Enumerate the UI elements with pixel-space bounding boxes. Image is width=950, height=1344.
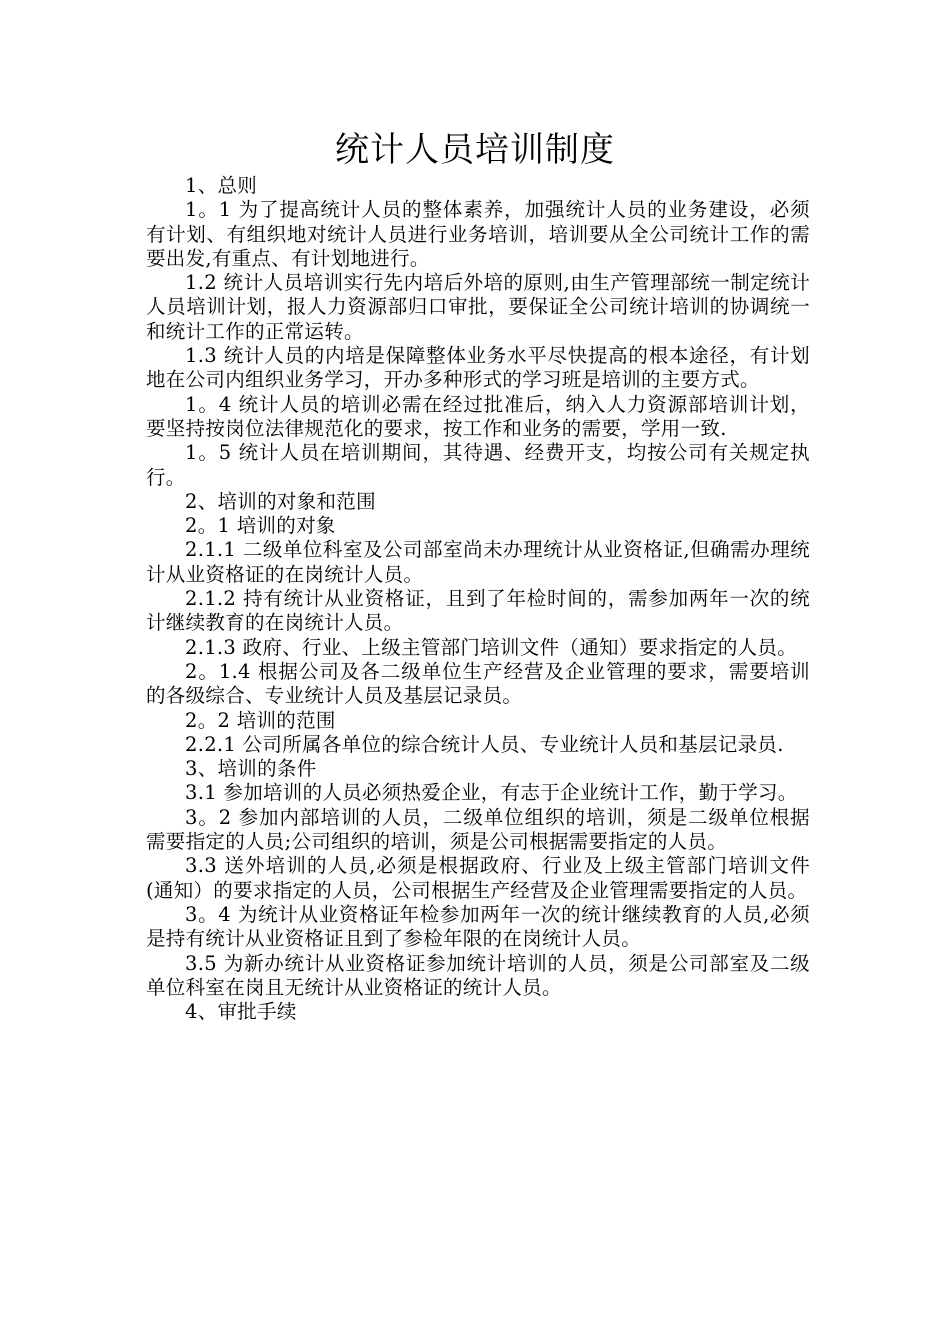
paragraph: 1。1 为了提高统计人员的整体素养，加强统计人员的业务建设，必须有计划、有组织地对统计人员进行业务培训，培训要从全公司统计工作的需要出发,有重点、有计划地进行。 xyxy=(146,198,810,270)
subsection-heading: 2。2 培训的范围 xyxy=(185,708,336,732)
section-heading: 1、总则 xyxy=(185,174,258,197)
paragraph: 2.2.1 公司所属各单位的综合统计人员、专业统计人员和基层记录员. xyxy=(185,732,784,756)
section-heading: 4、审批手续 xyxy=(185,1000,297,1024)
paragraph: 2.1.2 持有统计从业资格证，且到了年检时间的，需参加两年一次的统计继续教育的在岗统计人员。 xyxy=(146,587,810,635)
paragraph: 3。4 为统计从业资格证年检参加两年一次的统计继续教育的人员,必须是持有统计从业资格证且到了参检年限的在岗统计人员。 xyxy=(146,902,810,951)
subsection-heading: 2。1 培训的对象 xyxy=(185,514,336,538)
paragraph: 1.3 统计人员的内培是保障整体业务水平尽快提高的根本途径，有计划地在公司内组织业务学习，开办多种形式的学习班是培训的主要方式。 xyxy=(146,344,810,392)
section-heading: 2、培训的对象和范围 xyxy=(185,489,376,513)
section-heading: 3、培训的条件 xyxy=(185,757,317,781)
paragraph: 3。2 参加内部培训的人员，二级单位组织的培训，须是二级单位根据需要指定的人员;公司组织的培训，须是公司根据需要指定的人员。 xyxy=(146,805,810,854)
document-body xyxy=(146,174,810,1024)
paragraph: 1。5 统计人员在培训期间，其待遇、经费开支，均按公司有关规定执行。 xyxy=(146,441,810,489)
paragraph: 2。1.4 根据公司及各二级单位生产经营及企业管理的要求，需要培训的各级综合、专业统计人员及基层记录员。 xyxy=(146,659,810,708)
paragraph: 3.3 送外培训的人员,必须是根据政府、行业及上级主管部门培训文件(通知）的要求指定的人员，公司根据生产经营及企业管理需要指定的人员。 xyxy=(146,854,810,902)
paragraph: 2.1.1 二级单位科室及公司部室尚未办理统计从业资格证,但确需办理统计从业资格证的在岗统计人员。 xyxy=(146,538,810,586)
paragraph: 2.1.3 政府、行业、上级主管部门培训文件（通知）要求指定的人员。 xyxy=(185,635,798,659)
paragraph: 1。4 统计人员的培训必需在经过批准后，纳入人力资源部培训计划，要坚持按岗位法律规范化的要求，按工作和业务的需要，学用一致. xyxy=(146,392,810,440)
paragraph: 3.1 参加培训的人员必须热爱企业，有志于企业统计工作，勤于学习。 xyxy=(185,781,798,805)
document-title: 统计人员培训制度 xyxy=(335,130,615,170)
paragraph: 1.2 统计人员培训实行先内培后外培的原则,由生产管理部统一制定统计人员培训计划，报人力资源部归口审批，要保证全公司统计培训的协调统一和统计工作的正常运转。 xyxy=(146,271,810,343)
paragraph: 3.5 为新办统计从业资格证参加统计培训的人员，须是公司部室及二级单位科室在岗且无统计从业资格证的统计人员。 xyxy=(146,951,810,999)
